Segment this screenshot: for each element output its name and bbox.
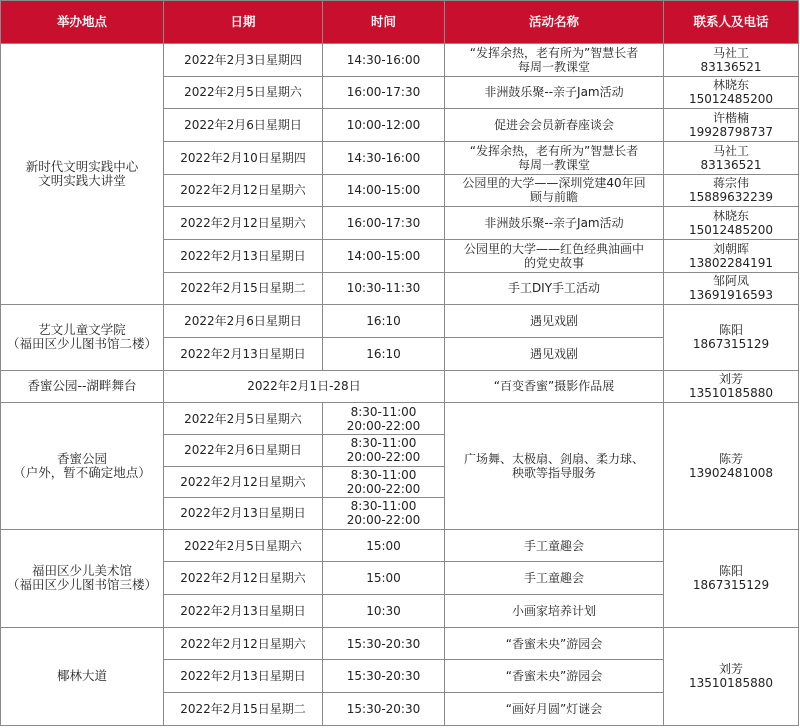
table-row (1, 627, 799, 660)
header-date: 日期 (164, 1, 323, 44)
event-cell: 手工DIY手工活动 (445, 272, 664, 305)
date-cell: 2022年2月6日星期日 (164, 434, 323, 466)
date-cell: 2022年2月12日星期六 (164, 562, 323, 595)
date-cell: 2022年2月13日星期日 (164, 239, 323, 272)
time-cell: 14:30-16:00 (323, 141, 445, 174)
contact-cell: 邹阿凤 13691916593 (664, 272, 799, 305)
event-cell: 促进会会员新春座谈会 (445, 109, 664, 142)
venue-cell: 艺文儿童文学院 （福田区少儿图书馆二楼） (1, 305, 164, 370)
table-row (1, 529, 799, 562)
contact-cell: 马社工 83136521 (664, 141, 799, 174)
header-time: 时间 (323, 1, 445, 44)
header-event: 活动名称 (445, 1, 664, 44)
venue-cell: 香蜜公园--湖畔舞台 (1, 370, 164, 403)
date-cell: 2022年2月12日星期六 (164, 174, 323, 207)
date-cell: 2022年2月5日星期六 (164, 529, 323, 562)
contact-cell: 许楷楠 19928798737 (664, 109, 799, 142)
event-cell: “发挥余热，老有所为”智慧长者 每周一教课堂 (445, 141, 664, 174)
date-cell: 2022年2月15日星期二 (164, 693, 323, 726)
table-row (1, 403, 799, 435)
event-cell: “香蜜未央”游园会 (445, 660, 664, 693)
table-row (1, 370, 799, 403)
time-cell: 10:00-12:00 (323, 109, 445, 142)
date-cell: 2022年2月12日星期六 (164, 466, 323, 498)
time-cell: 16:00-17:30 (323, 76, 445, 109)
contact-cell: 蒋宗伟 15889632239 (664, 174, 799, 207)
event-cell: “香蜜未央”游园会 (445, 627, 664, 660)
table-row (1, 305, 799, 338)
time-cell: 8:30-11:00 20:00-22:00 (323, 403, 445, 435)
venue-cell: 香蜜公园 （户外，暂不确定地点） (1, 403, 164, 530)
time-cell: 16:00-17:30 (323, 207, 445, 240)
time-cell: 15:30-20:30 (323, 660, 445, 693)
contact-cell: 陈芳 13902481008 (664, 403, 799, 530)
time-cell: 16:10 (323, 337, 445, 370)
contact-cell: 陈阳 1867315129 (664, 305, 799, 370)
time-cell: 15:00 (323, 562, 445, 595)
event-cell: 非洲鼓乐聚--亲子Jam活动 (445, 76, 664, 109)
event-cell: 遇见戏剧 (445, 337, 664, 370)
header-venue: 举办地点 (1, 1, 164, 44)
event-cell: 小画家培养计划 (445, 595, 664, 628)
venue-cell: 福田区少儿美术馆 （福田区少儿图书馆三楼） (1, 529, 164, 627)
date-cell: 2022年2月13日星期日 (164, 337, 323, 370)
date-cell: 2022年2月6日星期日 (164, 305, 323, 338)
contact-cell: 刘芳 13510185880 (664, 370, 799, 403)
event-cell: 手工童趣会 (445, 562, 664, 595)
date-cell: 2022年2月15日星期二 (164, 272, 323, 305)
contact-cell: 林晓东 15012485200 (664, 76, 799, 109)
time-cell: 15:30-20:30 (323, 693, 445, 726)
date-cell: 2022年2月13日星期日 (164, 660, 323, 693)
venue-cell: 新时代文明实践中心 文明实践大讲堂 (1, 44, 164, 305)
event-cell: “发挥余热，老有所为”智慧长者 每周一教课堂 (445, 44, 664, 77)
contact-cell: 刘芳 13510185880 (664, 627, 799, 725)
date-cell: 2022年2月10日星期四 (164, 141, 323, 174)
contact-cell: 马社工 83136521 (664, 44, 799, 77)
date-cell: 2022年2月12日星期六 (164, 627, 323, 660)
time-cell: 8:30-11:00 20:00-22:00 (323, 466, 445, 498)
event-cell: “百变香蜜”摄影作品展 (445, 370, 664, 403)
time-cell: 10:30-11:30 (323, 272, 445, 305)
contact-cell: 陈阳 1867315129 (664, 529, 799, 627)
date-cell: 2022年2月13日星期日 (164, 595, 323, 628)
event-cell: 公园里的大学——红色经典油画中 的党史故事 (445, 239, 664, 272)
event-cell: 非洲鼓乐聚--亲子Jam活动 (445, 207, 664, 240)
date-cell: 2022年2月5日星期六 (164, 403, 323, 435)
time-cell: 15:00 (323, 529, 445, 562)
contact-cell: 林晓东 15012485200 (664, 207, 799, 240)
event-cell: 手工童趣会 (445, 529, 664, 562)
event-cell: “画好月圆”灯谜会 (445, 693, 664, 726)
time-cell: 8:30-11:00 20:00-22:00 (323, 498, 445, 530)
time-cell: 8:30-11:00 20:00-22:00 (323, 434, 445, 466)
time-cell: 14:30-16:00 (323, 44, 445, 77)
date-cell: 2022年2月12日星期六 (164, 207, 323, 240)
event-cell: 遇见戏剧 (445, 305, 664, 338)
date-cell: 2022年2月6日星期日 (164, 109, 323, 142)
time-cell: 14:00-15:00 (323, 239, 445, 272)
event-cell: 公园里的大学——深圳党建40年回 顾与前瞻 (445, 174, 664, 207)
date-cell: 2022年2月3日星期四 (164, 44, 323, 77)
event-cell: 广场舞、太极扇、剑扇、柔力球、 秧歌等指导服务 (445, 403, 664, 530)
header-contact: 联系人及电话 (664, 1, 799, 44)
header-row (1, 1, 799, 44)
date-cell: 2022年2月5日星期六 (164, 76, 323, 109)
contact-cell: 刘朝晖 13802284191 (664, 239, 799, 272)
time-cell: 16:10 (323, 305, 445, 338)
date-cell: 2022年2月1日-28日 (164, 370, 445, 403)
time-cell: 14:00-15:00 (323, 174, 445, 207)
venue-cell: 椰林大道 (1, 627, 164, 725)
time-cell: 10:30 (323, 595, 445, 628)
date-cell: 2022年2月13日星期日 (164, 498, 323, 530)
table-row (1, 44, 799, 77)
time-cell: 15:30-20:30 (323, 627, 445, 660)
